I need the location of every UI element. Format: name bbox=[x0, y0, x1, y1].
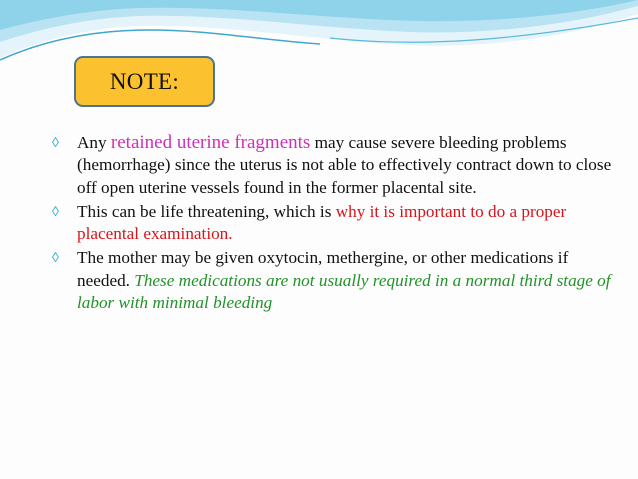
bullet-3-highlight: These medications are not usually required in a normal third stage of labor with minimal bleeding bbox=[77, 270, 611, 313]
bullet-icon: ◊ bbox=[52, 136, 59, 151]
note-label: NOTE: bbox=[109, 68, 180, 94]
bullet-1-pre: Any bbox=[77, 133, 111, 152]
bullet-item-medications bbox=[52, 247, 612, 314]
bullet-item-retained-fragments bbox=[52, 132, 612, 199]
bullet-3-pre: The mother may be given oxytocin, methergine, or other medications if needed. bbox=[77, 248, 569, 290]
bullet-2-pre: This can be life threatening, which is bbox=[77, 201, 336, 221]
bullet-icon: ◊ bbox=[52, 251, 59, 267]
bullet-list bbox=[52, 132, 612, 316]
bullet-item-life-threatening bbox=[52, 201, 612, 246]
bullet-2-highlight: why it is important to do a proper placental examination. bbox=[77, 201, 567, 244]
note-label-box bbox=[74, 56, 215, 107]
bullet-1-post: may cause severe bleeding problems (hemorrhage) since the uterus is not able to effectively contract down to close off open uterine vessels found in the former placental site. bbox=[77, 133, 612, 197]
bullet-icon: ◊ bbox=[52, 204, 59, 220]
bullet-1-highlight: retained uterine fragments bbox=[110, 132, 311, 153]
